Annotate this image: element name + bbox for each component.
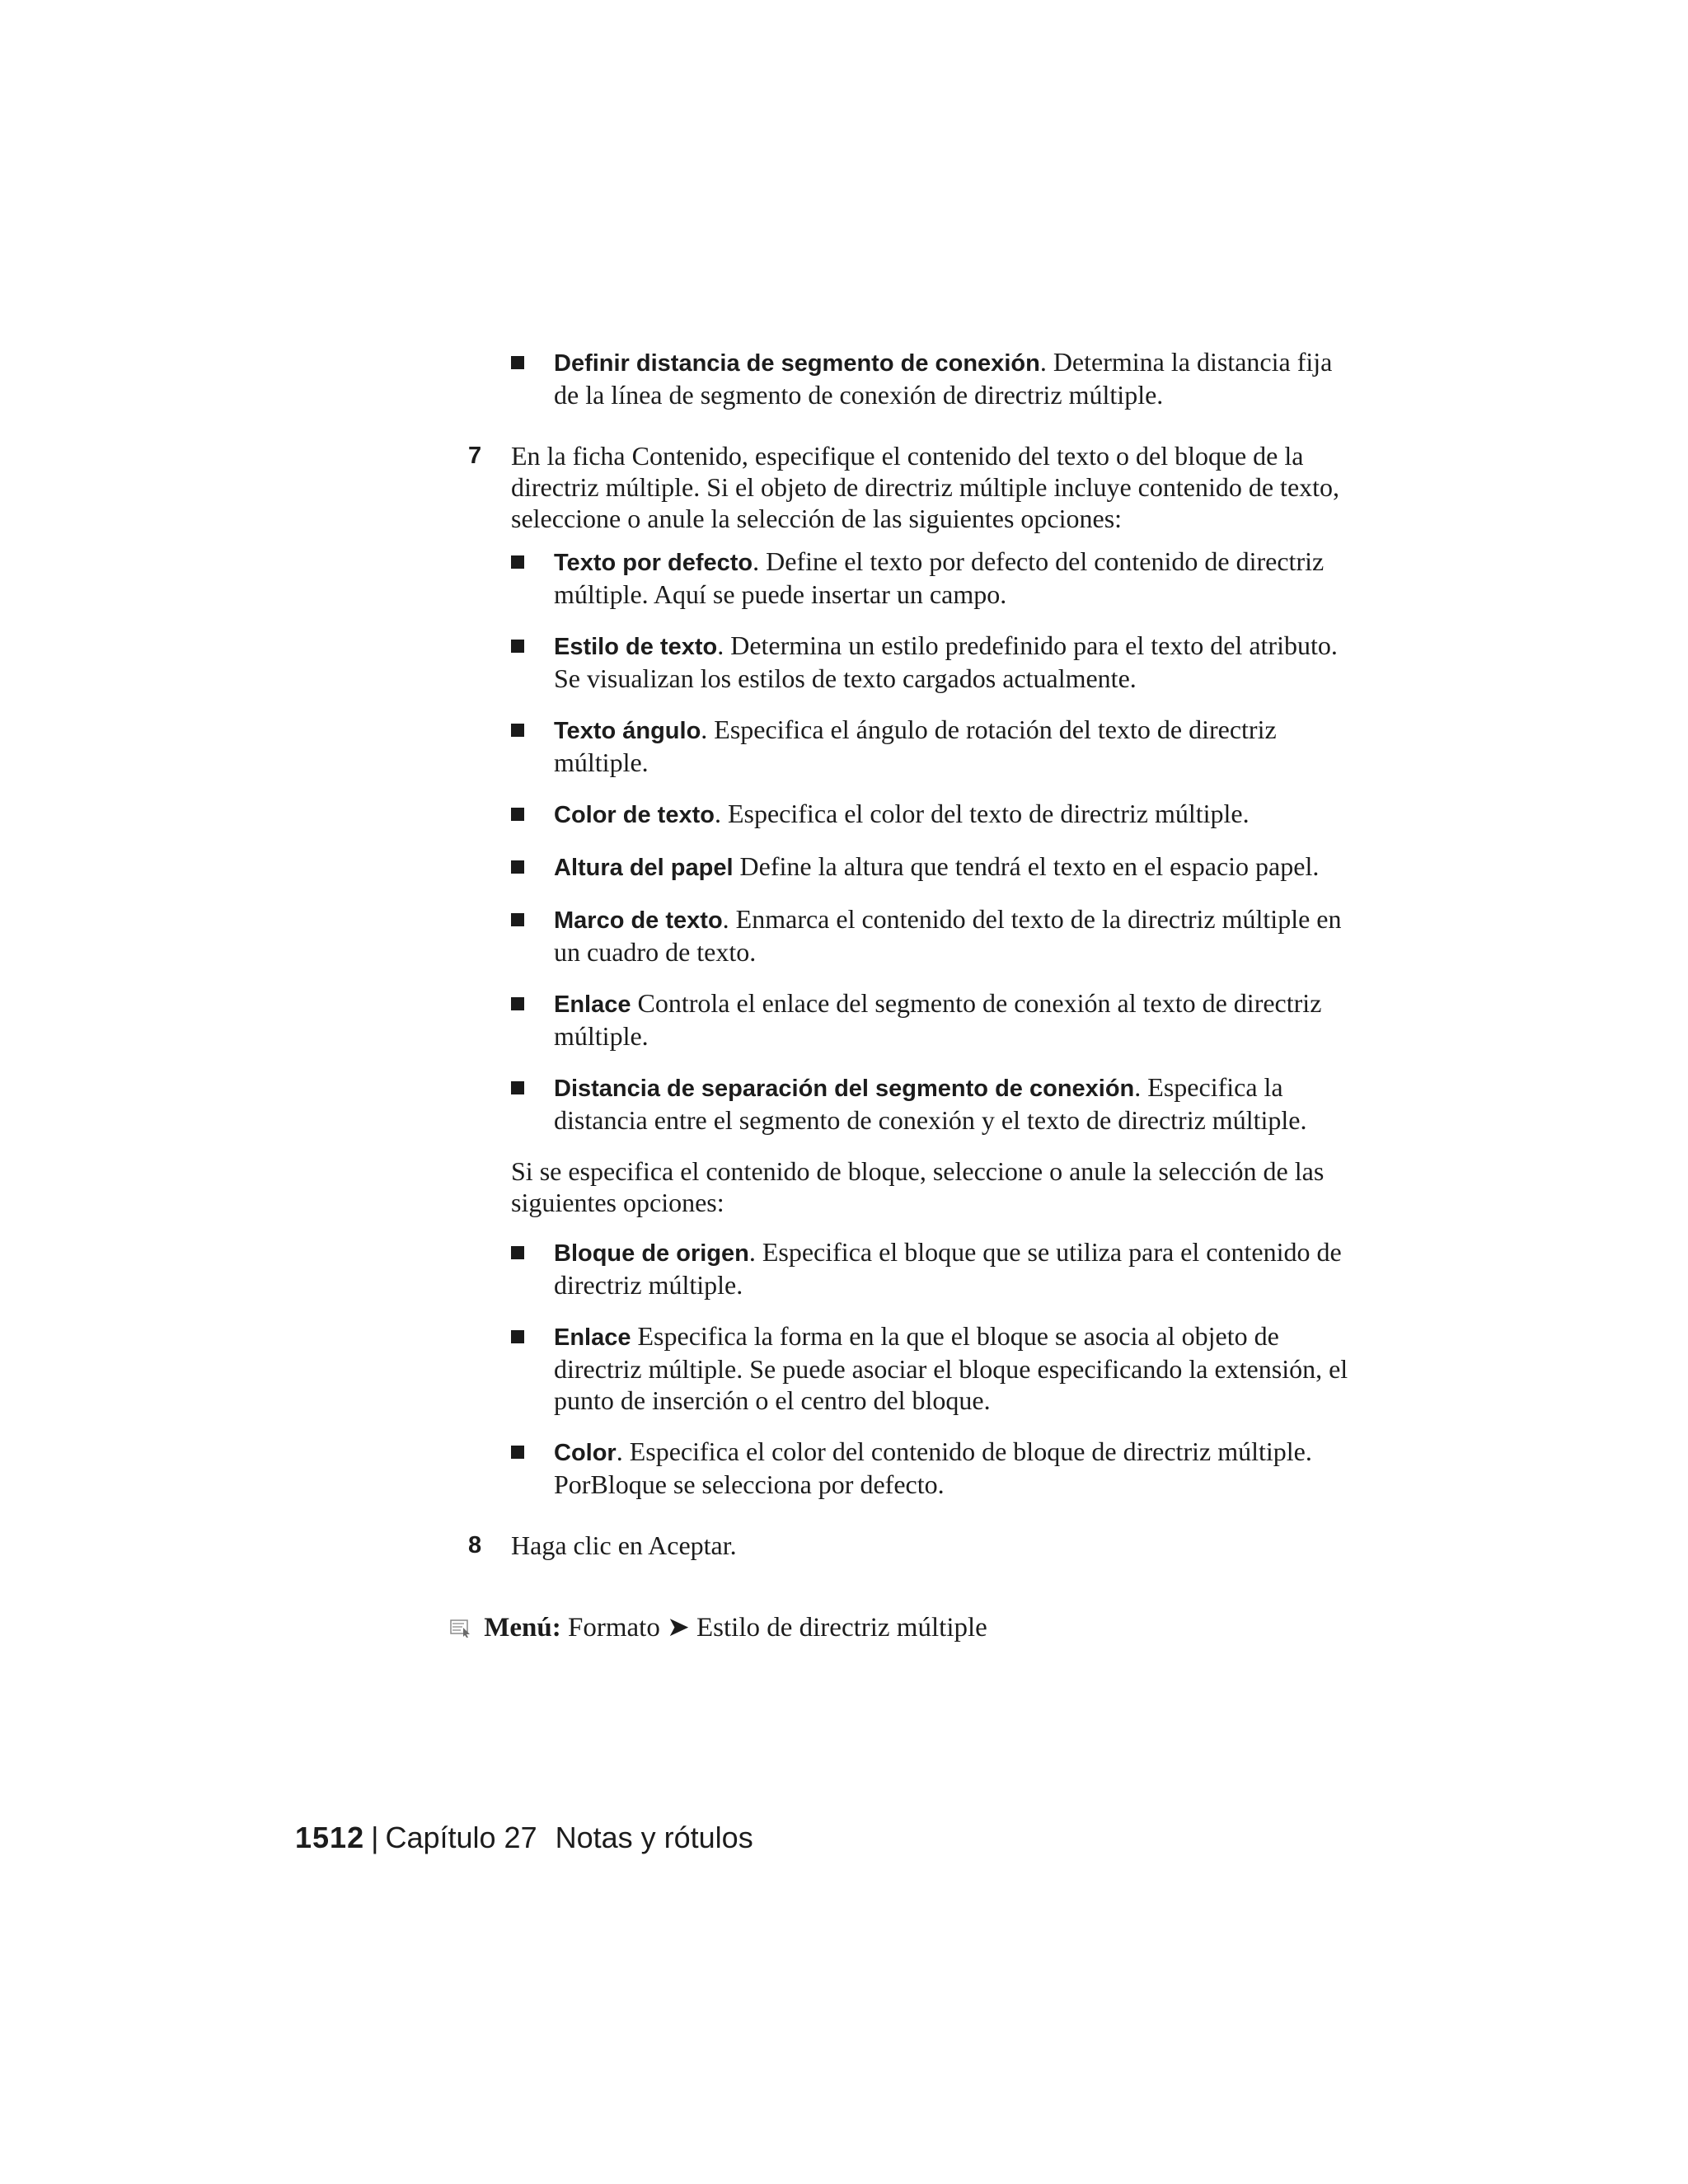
bullet-text: . Especifica la distancia entre el segmento de conexión y el texto de directriz múltiple. [554, 1072, 1307, 1135]
bullet-square-icon [511, 356, 524, 369]
bullet-text: Define la altura que tendrá el texto en el espacio papel. [733, 851, 1320, 881]
menu-path-line [449, 1611, 987, 1644]
bullet-square-icon [511, 1446, 524, 1459]
bullet-item [511, 987, 1352, 1052]
bullet-item [511, 903, 1352, 968]
bullet-text: Especifica la forma en la que el bloque se asocia al objeto de directriz múltiple. Se puede asociar el bloque especificando la extensión, el punto de inserción o el centro del bloque. [554, 1321, 1348, 1415]
page-number: 1512 [295, 1821, 365, 1854]
menu-path-start: Formato [568, 1613, 660, 1643]
menu-arrow-icon: ➤ [667, 1613, 690, 1643]
menu-path-end: Estilo de directriz múltiple [696, 1613, 987, 1643]
bullet-square-icon [511, 555, 524, 569]
bullet-item [511, 798, 1352, 831]
menu-label: Menú: [484, 1613, 561, 1643]
bullet-item [511, 1236, 1352, 1301]
bullet-item [511, 1436, 1352, 1500]
bullet-item [511, 714, 1352, 778]
bullet-text: . Determina un estilo predefinido para el texto del atributo. Se visualizan los estilos de texto cargados actualmente. [554, 630, 1338, 693]
chapter-label: Capítulo 27 [385, 1821, 537, 1854]
menu-icon [449, 1613, 472, 1633]
bullet-term: Texto por defecto [554, 550, 753, 576]
step-text: Haga clic en Aceptar. [511, 1530, 737, 1560]
bullet-text: . Especifica el color del texto de directriz múltiple. [714, 799, 1250, 828]
bullet-term: Distancia de separación del segmento de conexión [554, 1076, 1135, 1102]
bullet-item [511, 1320, 1352, 1416]
bullet-item [511, 346, 1352, 410]
bullet-square-icon [511, 724, 524, 737]
bullet-term: Color [554, 1440, 617, 1466]
bullet-term: Color de texto [554, 802, 715, 828]
bullet-text: . Especifica el ángulo de rotación del texto de directriz múltiple. [554, 715, 1277, 777]
page-footer [295, 1820, 753, 1856]
footer-separator: | [371, 1821, 379, 1854]
bullet-square-icon [511, 808, 524, 821]
step-8 [462, 1530, 1352, 1561]
bullet-item [511, 1071, 1352, 1136]
bullet-square-icon [511, 913, 524, 926]
bullet-item [511, 546, 1352, 610]
bullet-square-icon [511, 860, 524, 874]
bullet-text: . Determina la distancia fija de la línea de segmento de conexión de directriz múltiple. [554, 347, 1333, 410]
step-number: 7 [468, 443, 482, 469]
bullet-text: . Especifica el bloque que se utiliza para el contenido de directriz múltiple. [554, 1237, 1342, 1300]
bullet-term: Estilo de texto [554, 634, 718, 660]
bullet-text: . Especifica el color del contenido de bloque de directriz múltiple. PorBloque se selecciona por defecto. [554, 1436, 1312, 1499]
chapter-title: Notas y rótulos [555, 1821, 753, 1854]
bullet-term: Enlace [554, 1324, 631, 1351]
step-number: 8 [468, 1532, 482, 1558]
bullet-square-icon [511, 1081, 524, 1094]
bullet-term: Altura del papel [554, 855, 734, 881]
bullet-term: Bloque de origen [554, 1240, 749, 1267]
bullet-term: Texto ángulo [554, 718, 701, 744]
bullet-text: . Define el texto por defecto del contenido de directriz múltiple. Aquí se puede insertar un campo. [554, 546, 1325, 609]
bullet-text: . Enmarca el contenido del texto de la directriz múltiple en un cuadro de texto. [554, 904, 1342, 967]
bullet-square-icon [511, 640, 524, 653]
step-text: En la ficha Contenido, especifique el contenido del texto o del bloque de la directriz múltiple. Si el objeto de directriz múltiple incluye contenido de texto, seleccione o anule la selección de las siguientes opciones: [511, 441, 1340, 533]
bullet-term: Definir distancia de segmento de conexión [554, 350, 1040, 377]
bullet-text: Controla el enlace del segmento de conexión al texto de directriz múltiple. [554, 988, 1322, 1051]
block-intro-paragraph: Si se especifica el contenido de bloque, seleccione o anule la selección de las siguientes opciones: [511, 1156, 1325, 1217]
bullet-square-icon [511, 1246, 524, 1259]
bullet-term: Marco de texto [554, 907, 723, 934]
step-7 [462, 440, 1352, 534]
bullet-square-icon [511, 997, 524, 1010]
bullet-term: Enlace [554, 991, 631, 1018]
page-content [462, 346, 1352, 1572]
bullet-item [511, 630, 1352, 694]
bullet-square-icon [511, 1330, 524, 1343]
bullet-item [511, 851, 1352, 883]
